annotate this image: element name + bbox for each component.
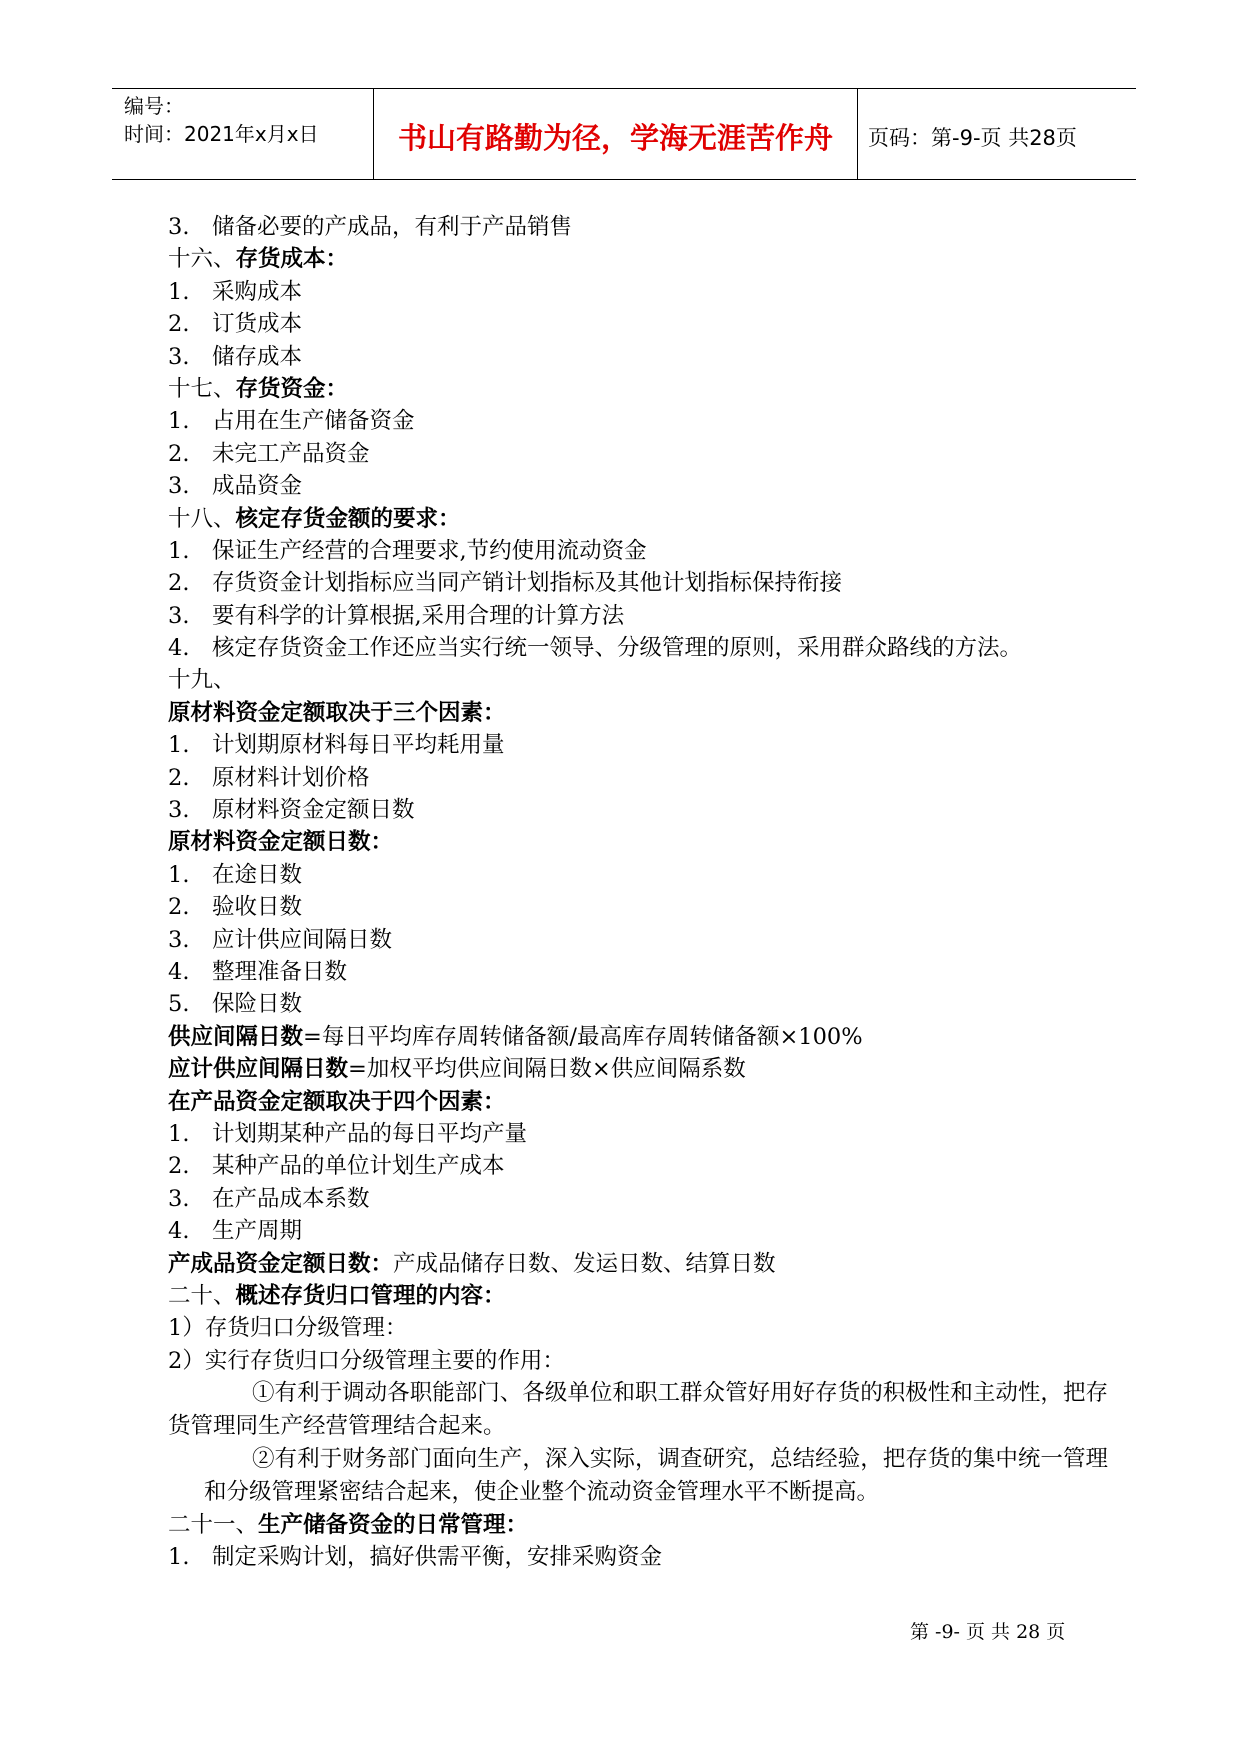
list-number: 3. bbox=[168, 343, 190, 370]
list-number: 3. bbox=[168, 214, 190, 240]
line-text: 制定采购计划，搞好供需平衡，安排采购资金 bbox=[212, 1544, 663, 1571]
text-line bbox=[168, 1541, 1108, 1573]
list-number: 2. bbox=[168, 570, 190, 597]
text-line bbox=[168, 1150, 1108, 1182]
line-text: 验收日数 bbox=[212, 894, 303, 921]
text-line bbox=[168, 1248, 1108, 1280]
list-number: 3. bbox=[168, 1185, 190, 1212]
list-number: 1. bbox=[168, 537, 190, 564]
line-text: 成品资金 bbox=[212, 473, 303, 500]
text-line bbox=[168, 470, 1108, 502]
text-line bbox=[168, 243, 1108, 275]
list-number: 1. bbox=[168, 1120, 190, 1147]
list-number: 1. bbox=[168, 1544, 190, 1571]
text-line bbox=[168, 1280, 1108, 1312]
text-line bbox=[168, 1509, 1108, 1541]
text-line bbox=[168, 373, 1108, 405]
text-line bbox=[168, 276, 1108, 308]
list-number: 1. bbox=[168, 278, 190, 305]
list-number: 2. bbox=[168, 1153, 190, 1180]
line-text: 整理准备日数 bbox=[212, 958, 348, 985]
bold-heading: 产成品资金定额日数： bbox=[168, 1250, 394, 1277]
line-text: 占用在生产储备资金 bbox=[212, 408, 415, 435]
text-line bbox=[168, 697, 1108, 729]
line-text: 计划期某种产品的每日平均产量 bbox=[212, 1120, 528, 1147]
bold-heading: 原材料资金定额取决于三个因素： bbox=[168, 699, 506, 726]
line-text: =每日平均库存周转储备额/最高库存周转储备额×100% bbox=[303, 1023, 863, 1050]
text-line bbox=[168, 794, 1108, 826]
line-text: 储存成本 bbox=[212, 343, 303, 370]
text-line bbox=[168, 341, 1108, 373]
header-top-rule bbox=[112, 88, 1136, 89]
line-text: 1）存货归口分级管理： bbox=[168, 1315, 408, 1342]
text-line bbox=[168, 632, 1108, 664]
text-line bbox=[168, 600, 1108, 632]
paragraph-text: ①有利于调动各职能部门、各级单位和职工群众管好用好存货的积极性和主动性，把存货管理同生产经营管理结合起来。 bbox=[168, 1380, 1108, 1440]
list-number: 2. bbox=[168, 440, 190, 467]
list-number: 2. bbox=[168, 311, 190, 338]
text-line bbox=[168, 859, 1108, 891]
line-text: 订货成本 bbox=[212, 311, 303, 338]
bold-heading: 核定存货金额的要求： bbox=[235, 505, 461, 532]
line-text: =加权平均供应间隔日数×供应间隔系数 bbox=[348, 1056, 746, 1083]
line-text: 未完工产品资金 bbox=[212, 440, 370, 467]
bold-heading: 原材料资金定额日数： bbox=[168, 829, 394, 856]
bold-heading: 生产储备资金的日常管理： bbox=[258, 1512, 529, 1539]
header-motto: 书山有路勤为径，学海无涯苦作舟 bbox=[397, 121, 833, 155]
section-number: 二十一、 bbox=[168, 1512, 259, 1539]
line-text: 原材料计划价格 bbox=[212, 764, 370, 791]
section-number: 十六、 bbox=[168, 246, 236, 273]
line-text: 2）实行存货归口分级管理主要的作用： bbox=[168, 1347, 565, 1374]
header-bottom-rule bbox=[112, 179, 1136, 180]
line-text: 保险日数 bbox=[212, 991, 303, 1018]
line-text: 采购成本 bbox=[212, 278, 303, 305]
text-line bbox=[168, 1086, 1108, 1118]
list-number: 2. bbox=[168, 764, 190, 791]
line-text: 生产周期 bbox=[212, 1218, 303, 1245]
header-meta bbox=[124, 92, 319, 148]
list-number: 1. bbox=[168, 861, 190, 888]
bold-heading: 应计供应间隔日数 bbox=[168, 1056, 349, 1083]
section-number: 十八、 bbox=[168, 505, 236, 532]
bold-heading: 概述存货归口管理的内容： bbox=[235, 1282, 506, 1309]
line-text: 在产品成本系数 bbox=[212, 1185, 370, 1212]
text-line bbox=[168, 1118, 1108, 1150]
text-line bbox=[168, 1021, 1108, 1053]
text-line bbox=[168, 567, 1108, 599]
text-line bbox=[168, 1312, 1108, 1344]
bold-heading: 供应间隔日数 bbox=[168, 1023, 304, 1050]
line-text: 原材料资金定额日数 bbox=[212, 797, 415, 824]
list-number: 5. bbox=[168, 991, 190, 1018]
list-number: 3. bbox=[168, 926, 190, 953]
text-line bbox=[168, 535, 1108, 567]
section-number: 十九、 bbox=[168, 667, 236, 694]
text-line bbox=[168, 729, 1108, 761]
document-date: 时间：2021年x月x日 bbox=[124, 122, 319, 146]
line-text: 某种产品的单位计划生产成本 bbox=[212, 1153, 505, 1180]
text-line bbox=[168, 826, 1108, 858]
paragraph-2 bbox=[204, 1443, 1108, 1509]
text-line bbox=[168, 1183, 1108, 1215]
text-line bbox=[168, 503, 1108, 535]
list-number: 1. bbox=[168, 408, 190, 435]
text-line bbox=[168, 1053, 1108, 1085]
list-number: 4. bbox=[168, 1218, 190, 1245]
paragraph-1 bbox=[168, 1377, 1108, 1443]
document-body bbox=[168, 211, 1108, 1574]
list-number: 3. bbox=[168, 602, 190, 629]
text-line bbox=[168, 308, 1108, 340]
line-text: 存货资金计划指标应当同产销计划指标及其他计划指标保持衔接 bbox=[212, 570, 843, 597]
line-list bbox=[168, 211, 1108, 1377]
bold-heading: 在产品资金定额取决于四个因素： bbox=[168, 1088, 506, 1115]
line-text: 要有科学的计算根据,采用合理的计算方法 bbox=[212, 602, 625, 629]
text-line bbox=[168, 405, 1108, 437]
line-text: 储备必要的产成品，有利于产品销售 bbox=[212, 214, 573, 240]
line-text: 保证生产经营的合理要求,节约使用流动资金 bbox=[212, 537, 647, 564]
text-line bbox=[168, 762, 1108, 794]
text-line bbox=[168, 438, 1108, 470]
bold-heading: 存货成本： bbox=[235, 246, 349, 273]
text-line bbox=[168, 664, 1108, 696]
line-text: 产成品储存日数、发运日数、结算日数 bbox=[393, 1250, 776, 1277]
line-text: 在途日数 bbox=[212, 861, 303, 888]
list-number: 4. bbox=[168, 958, 190, 985]
text-line bbox=[168, 956, 1108, 988]
header-divider-2 bbox=[857, 88, 858, 179]
bold-heading: 存货资金： bbox=[235, 375, 349, 402]
list-number: 3. bbox=[168, 797, 190, 824]
text-line bbox=[168, 1345, 1108, 1377]
text-line bbox=[168, 1215, 1108, 1247]
text-line bbox=[168, 988, 1108, 1020]
text-line bbox=[168, 924, 1108, 956]
paragraph-text: ②有利于财务部门面向生产，深入实际，调查研究，总结经验，把存货的集中统一管理和分级管理紧密结合起来，使企业整个流动资金管理水平不断提高。 bbox=[204, 1446, 1108, 1506]
text-line bbox=[168, 891, 1108, 923]
tail-line-list bbox=[168, 1509, 1108, 1574]
line-text: 计划期原材料每日平均耗用量 bbox=[212, 732, 505, 759]
text-line bbox=[168, 211, 1108, 243]
section-number: 十七、 bbox=[168, 375, 236, 402]
section-number: 二十、 bbox=[168, 1282, 236, 1309]
list-number: 1. bbox=[168, 732, 190, 759]
list-number: 3. bbox=[168, 473, 190, 500]
page-footer: 第 -9- 页 共 28 页 bbox=[910, 1621, 1066, 1643]
list-number: 4. bbox=[168, 635, 190, 662]
line-text: 核定存货资金工作还应当实行统一领导、分级管理的原则，采用群众路线的方法。 bbox=[212, 635, 1023, 662]
line-text: 应计供应间隔日数 bbox=[212, 926, 393, 953]
header-page-info: 页码：第-9-页 共28页 bbox=[868, 126, 1077, 150]
list-number: 2. bbox=[168, 894, 190, 921]
document-number-label: 编号： bbox=[124, 94, 184, 118]
